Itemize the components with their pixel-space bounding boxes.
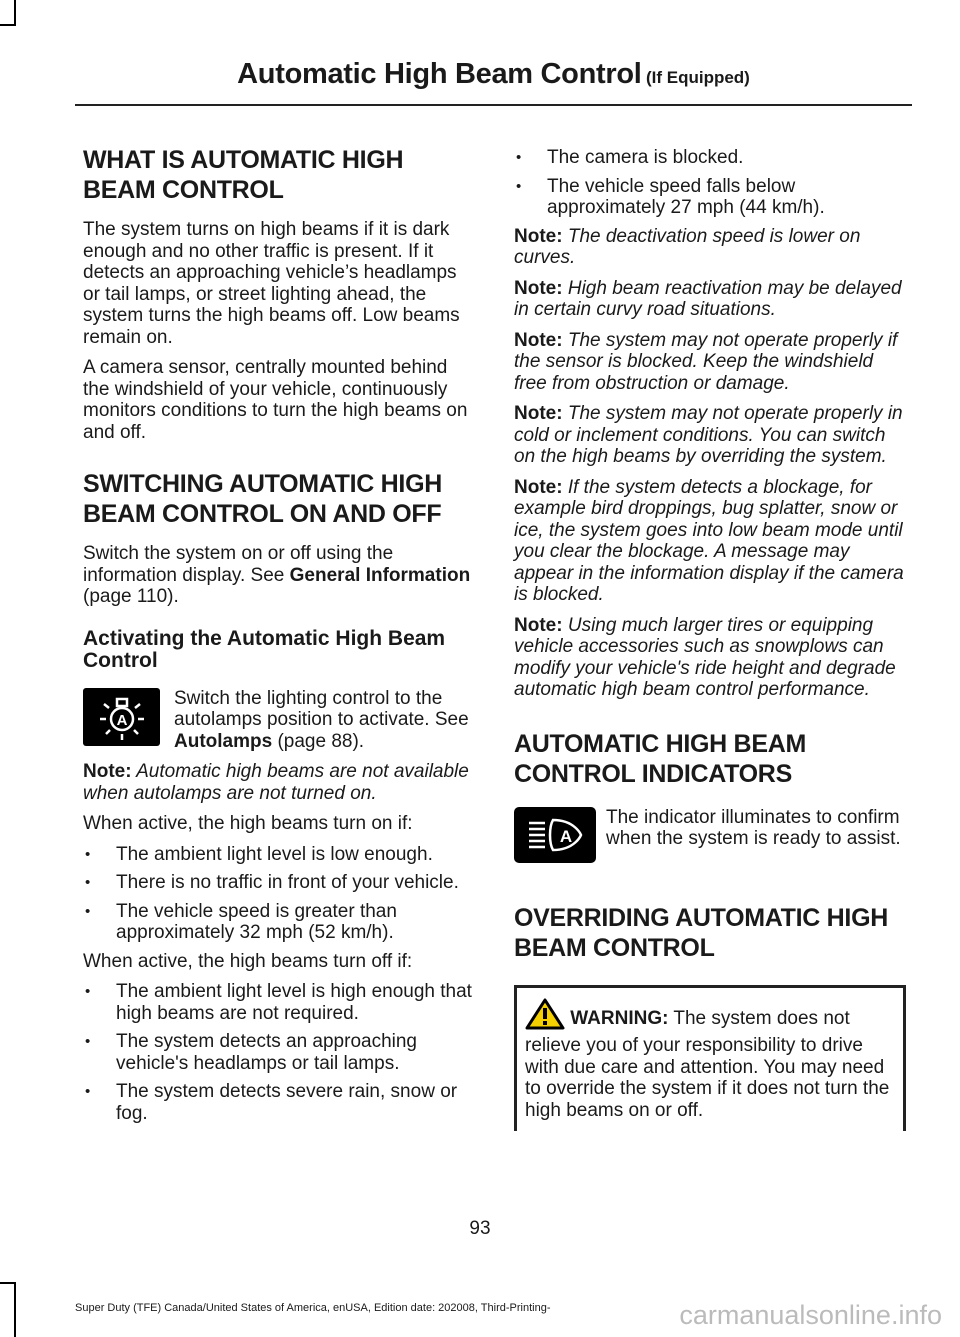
link-general-information[interactable]: General Information [289,564,471,586]
indicator-row [514,807,906,863]
note [514,226,906,269]
list-item: • The ambient light level is low enough. [83,844,475,866]
subheading: Activating the Automatic High Beam Control [83,626,446,672]
svg-text:A: A [559,826,573,846]
note [514,615,906,701]
list-item: • The ambient light level is high enough that high beams are not required. [83,981,475,1024]
crop-mark [14,1282,16,1337]
note-text: The deactivation speed is lower on curves. [514,225,861,268]
link-autolamps[interactable]: Autolamps [174,730,273,752]
note-text: The system may not operate properly in cold or inclement conditions. You can switch on the high beams by overriding the system. [514,403,903,467]
list-item: • The system detects an approaching vehicle's headlamps or tail lamps. [83,1031,475,1074]
warning-icon [525,998,565,1036]
paragraph: When active, the high beams turn off if: [83,950,413,972]
text: (page 88). [272,730,365,752]
note-label: Note: [514,277,563,299]
page-subtitle: (If Equipped) [645,68,750,87]
list-item: • The vehicle speed falls below approximately 27 mph (44 km/h). [514,176,906,219]
note-label: Note: [514,476,563,498]
off-conditions-list-cont [514,147,906,219]
note [83,761,475,804]
note [514,477,906,606]
section-heading: OVERRIDING AUTOMATIC HIGH BEAM CONTROL [514,903,888,962]
autolamps-icon [83,688,160,746]
section-heading: SWITCHING AUTOMATIC HIGH BEAM CONTROL ON AND OFF [83,470,442,528]
paragraph: A camera sensor, centrally mounted behind the windshield of your vehicle, continuously monitors conditions to turn the high beams on and off. [83,357,468,443]
text: (page 110). [83,586,179,607]
note-label: Note: [514,225,563,247]
note-text: Using much larger tires or equipping vehicle accessories such as snowplows can modify your vehicle's ride height and degrade automatic high beam control performance. [514,614,896,700]
watermark: carmanualsonline.info [679,1300,942,1330]
paragraph: The indicator illuminates to confirm when the system is ready to assist. [606,806,901,849]
list-item: • The system detects severe rain, snow or fog. [83,1081,475,1124]
note-label: Note: [514,329,563,351]
note [514,330,906,395]
section-heading: AUTOMATIC HIGH BEAM CONTROL INDICATORS [514,729,806,788]
svg-text:A: A [116,711,127,729]
note [514,403,906,468]
list-item: • The vehicle speed is greater than approximately 32 mph (52 km/h). [83,901,475,944]
note-label: Note: [83,761,132,782]
paragraph: When active, the high beams turn on if: [83,813,413,834]
note-text: High beam reactivation may be delayed in certain curvy road situations. [514,277,902,320]
note-label: Note: [514,614,563,636]
page-title: Automatic High Beam Control [237,58,642,90]
section-heading: WHAT IS AUTOMATIC HIGH BEAM CONTROL [83,146,404,204]
footer: Super Duty (TFE) Canada/United States of America, enUSA, Edition date: 202008, Third-Printing- [75,1302,551,1314]
page-number: 93 [469,1218,491,1239]
text: Switch the lighting control to the autolamps position to activate. See [174,687,469,730]
note-text: The system may not operate properly if the sensor is blocked. Keep the windshield free from obstruction or damage. [514,329,898,394]
note-text: If the system detects a blockage, for example bird droppings, bug splatter, snow or ice, the system goes into low beam mode until you clear the blockage. A message may appear in the information display if the camera is blocked. [514,476,904,605]
list-item: • There is no traffic in front of your vehicle. [83,872,475,894]
crop-mark [0,24,16,26]
auto-high-beam-indicator-icon [514,807,596,863]
paragraph: The system turns on high beams if it is dark enough and no other traffic is present. If it detects an approaching vehicle’s headlamps or tail lamps, or street lighting ahead, the system turns the high beams off. Low beams remain on. [83,219,460,348]
page-header [75,58,912,106]
on-conditions-list [83,844,475,944]
warning-text: The system does not relieve you of your responsibility to drive with due care and attention. You may need to override the system if it does not turn the high beams on or off. [525,1007,890,1121]
note [514,278,906,321]
left-column [83,145,475,1131]
autolamps-row [83,688,475,753]
note-label: Note: [514,403,563,424]
paragraph [174,688,475,753]
right-column [514,147,906,1131]
warning-box [514,985,906,1132]
paragraph [83,543,475,608]
off-conditions-list [83,981,475,1124]
list-item: • The camera is blocked. [514,147,906,169]
crop-mark [0,1282,16,1284]
warning-label: WARNING: [570,1007,669,1029]
text: Switch the system on or off using the information display. See [83,543,394,586]
crop-mark [14,0,16,26]
note-text: Automatic high beams are not available when autolamps are not turned on. [83,761,469,804]
